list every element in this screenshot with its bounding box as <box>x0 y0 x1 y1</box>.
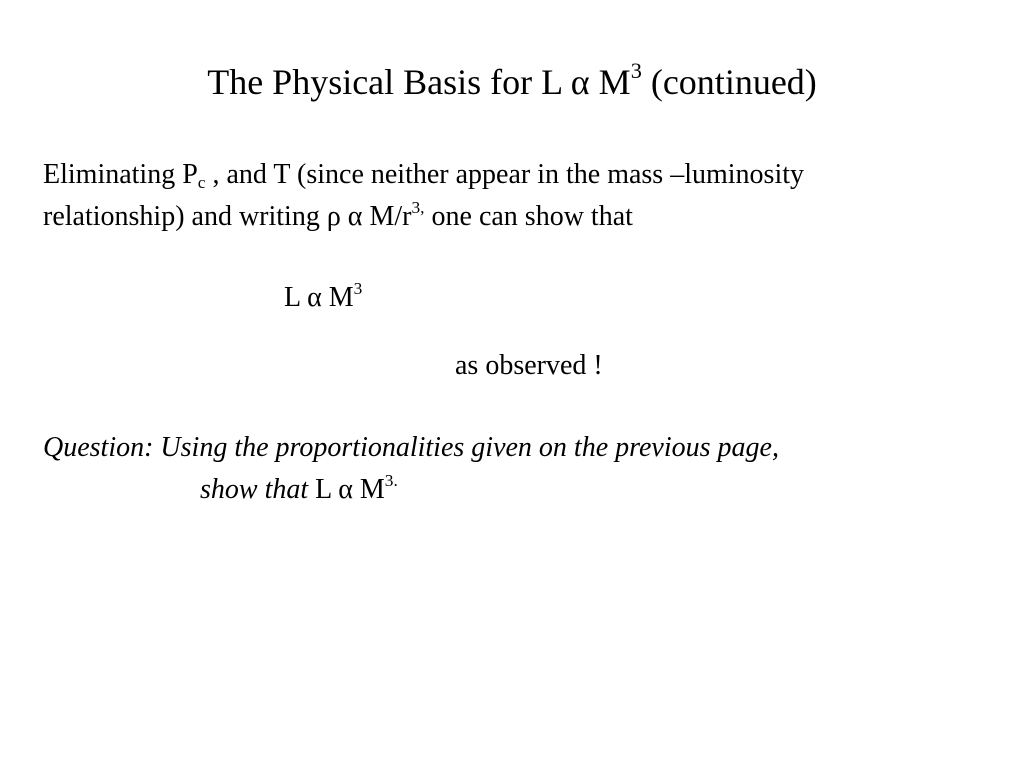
question-equation: L α M <box>308 474 385 505</box>
paragraph-line-2-start: relationship) and writing ρ α M/r <box>43 201 412 232</box>
question-line-2 <box>200 469 398 511</box>
question-line-1: Question: Using the proportionalities given on the previous page, <box>43 432 779 463</box>
paragraph-line-1 <box>43 154 804 196</box>
radius-exponent: 3, <box>411 197 425 217</box>
paragraph-line-1-end: , and T (since neither appear in the mass –luminosity <box>205 159 804 190</box>
title-text: The Physical Basis for L α M <box>207 62 631 102</box>
equation <box>284 277 362 319</box>
question-exponent: 3. <box>384 470 398 490</box>
paragraph-line-2-end: one can show that <box>424 201 633 232</box>
question-show-that: show that <box>200 474 309 505</box>
paragraph-line-2 <box>43 196 633 238</box>
equation-exponent: 3 <box>353 278 363 298</box>
paragraph-line-1-start: Eliminating P <box>43 159 198 190</box>
equation-text: L α M <box>284 282 354 313</box>
slide-title <box>0 58 1024 106</box>
pressure-subscript: c <box>197 173 206 193</box>
title-suffix: (continued) <box>641 62 817 102</box>
title-exponent: 3 <box>630 58 642 84</box>
observed-note: as observed ! <box>455 350 603 381</box>
